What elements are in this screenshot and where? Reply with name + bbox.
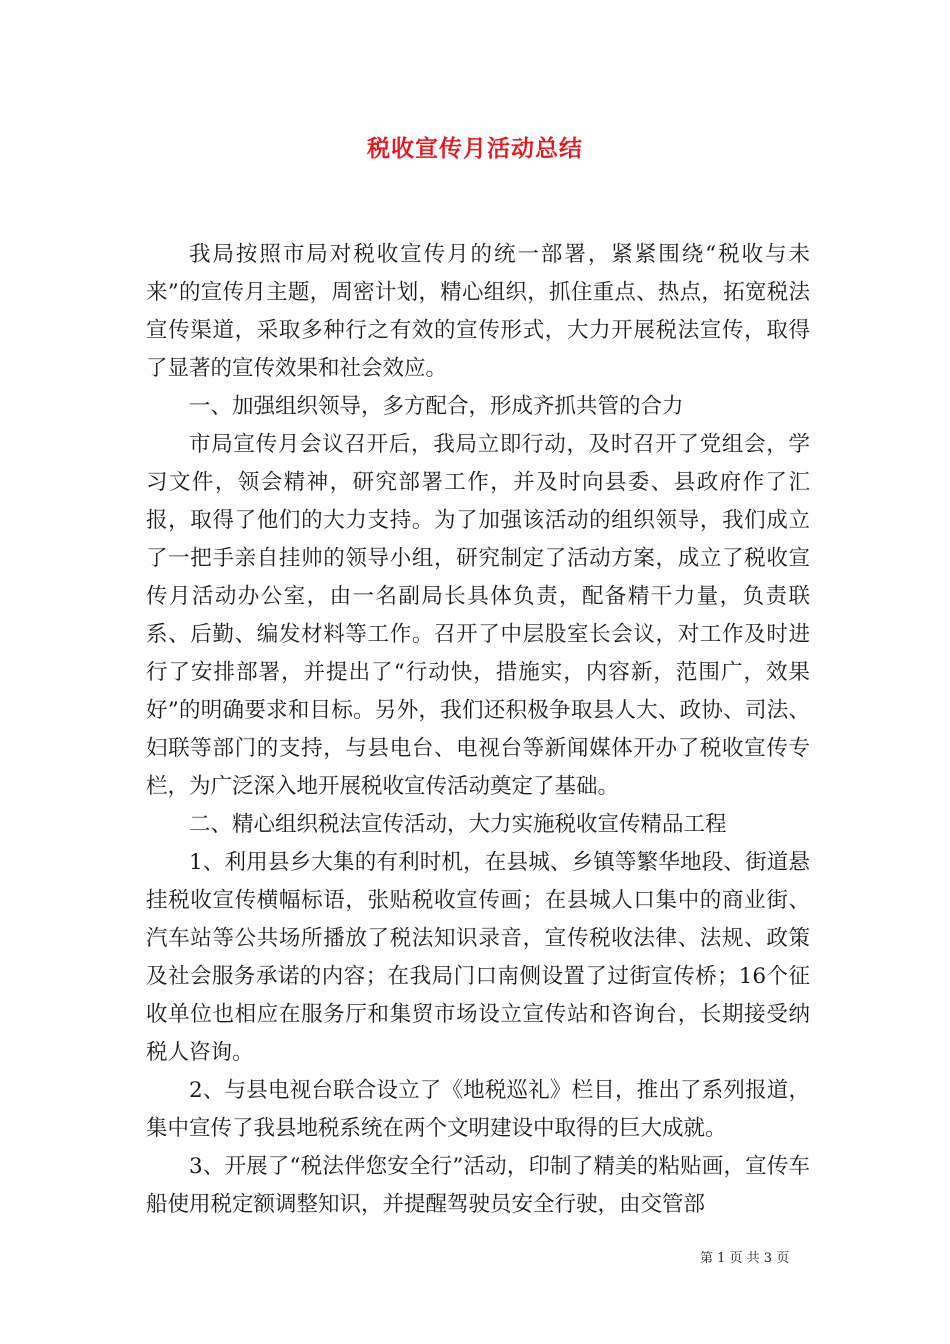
section-heading-1: 一、加强组织领导，多方配合，形成齐抓共管的合力 [189, 394, 684, 419]
paragraph-intro: 我局按照市局对税收宣传月的统一部署，紧紧围绕“税收与未来”的宣传月主题，周密计划，精心组织，抓住重点、热点，拓宽税法宣传渠道，采取多种行之有效的宣传形式，大力开展税法宣传，取得了显著的宣传效果和社会效应。 [146, 242, 810, 381]
paragraph-item-3: 3、开展了“税法伴您安全行”活动，印制了精美的粘贴画，宣传车船使用税定额调整知识，并提醒驾驶员安全行驶，由交管部 [146, 1154, 810, 1217]
document-body [146, 236, 810, 1224]
page-number-footer: 第 1 页 共 3 页 [700, 1251, 790, 1266]
paragraph-item-2: 2、与县电视台联合设立了《地税巡礼》栏目，推出了系列报道，集中宣传了我县地税系统在两个文明建设中取得的巨大成就。 [146, 1078, 810, 1141]
document-title: 税收宣传月活动总结 [367, 135, 583, 162]
section-heading-2: 二、精心组织税法宣传活动，大力实施税收宣传精品工程 [189, 812, 727, 837]
paragraph-item-1: 1、利用县乡大集的有利时机，在县城、乡镇等繁华地段、街道悬挂税收宣传横幅标语，张贴税收宣传画；在县城人口集中的商业街、汽车站等公共场所播放了税法知识录音，宣传税收法律、法规、政策及社会服务承诺的内容；在我局门口南侧设置了过街宣传桥；16个征收单位也相应在服务厅和集贸市场设立宣传站和咨询台，长期接受纳税人咨询。 [146, 850, 810, 1065]
paragraph-section-1: 市局宣传月会议召开后，我局立即行动，及时召开了党组会，学习文件，领会精神，研究部署工作，并及时向县委、县政府作了汇报，取得了他们的大力支持。为了加强该活动的组织领导，我们成立了一把手亲自挂帅的领导小组，研究制定了活动方案，成立了税收宣传月活动办公室，由一名副局长具体负责，配备精干力量，负责联系、后勤、编发材料等工作。召开了中层股室长会议，对工作及时进行了安排部署，并提出了“行动快，措施实，内容新，范围广，效果好”的明确要求和目标。另外，我们还积极争取县人大、政协、司法、妇联等部门的支持，与县电台、电视台等新闻媒体开办了税收宣传专栏，为广泛深入地开展税收宣传活动奠定了基础。 [146, 432, 810, 799]
